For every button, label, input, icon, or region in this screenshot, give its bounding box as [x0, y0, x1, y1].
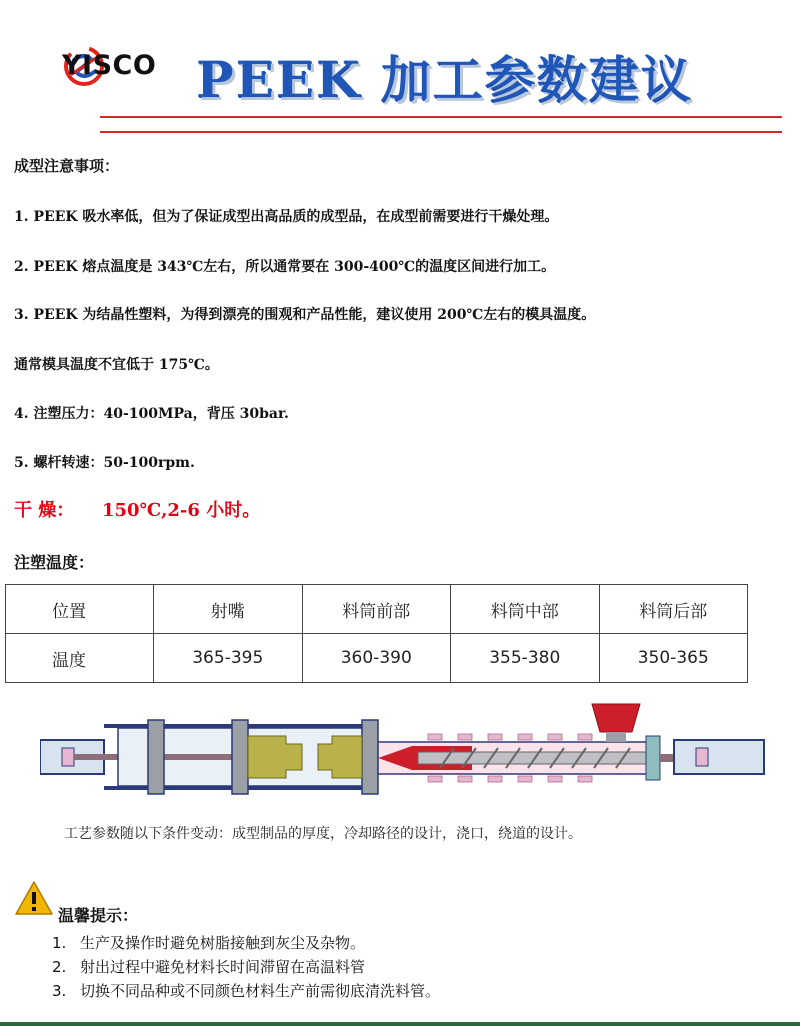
- drying-note: [14, 496, 260, 522]
- note-item-3: 3. PEEK 为结晶性塑料，为得到漂亮的围观和产品性能，建议使用 200℃左右的模具温度。: [14, 307, 596, 323]
- note-item-2: 2. PEEK 熔点温度是 343℃左右，所以通常要在 300-400℃的温度区间进行加工。: [14, 259, 556, 275]
- list-item-number: 3.: [52, 982, 67, 1000]
- drying-label: 干 燥：: [14, 500, 75, 521]
- list-item: [52, 956, 440, 980]
- drying-value: 150℃,2-6 小时。: [102, 500, 261, 521]
- table-header-cell: 料筒中部: [451, 585, 600, 634]
- header-rule-top: [100, 116, 782, 118]
- table-cell: 360-390: [302, 634, 451, 683]
- injection-machine-diagram: [40, 702, 766, 812]
- list-item-number: 2.: [52, 958, 67, 976]
- note-item-5: 5. 螺杆转速：50-100rpm.: [14, 455, 195, 471]
- table-header-cell: 射嘴: [154, 585, 303, 634]
- page-title: PEEK 加工参数建议: [196, 50, 693, 109]
- list-item: [52, 932, 440, 956]
- table-cell: 355-380: [451, 634, 600, 683]
- table-cell: 365-395: [154, 634, 303, 683]
- diagram-caption: 工艺参数随以下条件变动：成型制品的厚度，冷却路径的设计，浇口，绕道的设计。: [64, 826, 582, 842]
- note-item-3-continued: 通常模具温度不宜低于 175℃。: [14, 357, 219, 373]
- table-header-cell: 位置: [6, 585, 154, 634]
- tips-list: [52, 932, 440, 1004]
- table-header-row: [6, 585, 748, 634]
- table-row: [6, 634, 748, 683]
- table-header-cell: 料筒前部: [302, 585, 451, 634]
- note-item-4: 4. 注塑压力：40-100MPa，背压 30bar.: [14, 406, 289, 422]
- temperature-heading: 注塑温度：: [14, 553, 95, 572]
- table-cell: 温度: [6, 634, 154, 683]
- brand-name: YISCO: [62, 50, 157, 81]
- footer-bar: [0, 1022, 800, 1026]
- header-rule-bottom: [100, 131, 782, 133]
- list-item-text: 射出过程中避免材料长时间滞留在高温料管: [80, 958, 366, 976]
- table-cell: 350-365: [599, 634, 748, 683]
- list-item-number: 1.: [52, 934, 67, 952]
- note-item-1: 1. PEEK 吸水率低，但为了保证成型出高品质的成型品，在成型前需要进行干燥处理。: [14, 209, 559, 225]
- list-item: [52, 980, 440, 1004]
- temperature-table: [5, 584, 748, 683]
- tips-title: 温馨提示：: [58, 906, 139, 925]
- notes-heading: 成型注意事项：: [14, 157, 120, 175]
- list-item-text: 切换不同品种或不同颜色材料生产前需彻底清洗料管。: [80, 982, 441, 1000]
- warning-icon: [14, 880, 54, 916]
- list-item-text: 生产及操作时避免树脂接触到灰尘及杂物。: [80, 934, 366, 952]
- table-header-cell: 料筒后部: [599, 585, 748, 634]
